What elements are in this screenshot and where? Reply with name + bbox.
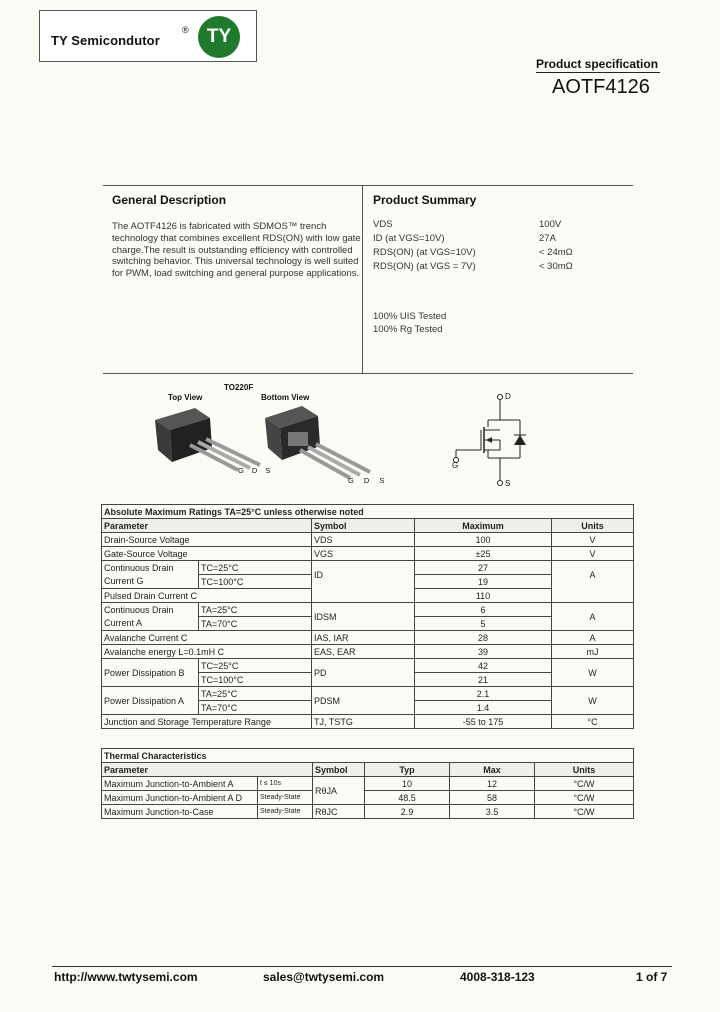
summary-value: 27A <box>539 233 556 244</box>
symbol-cell: RθJC <box>313 805 365 819</box>
condition-cell: TA=70°C <box>199 701 312 715</box>
table-row <box>102 561 634 575</box>
thermal-table <box>101 748 634 819</box>
summary-param: RDS(ON) (at VGS = 7V) <box>373 261 476 272</box>
table-row <box>102 715 634 729</box>
table-header-row <box>102 519 634 533</box>
param-cell: Power Dissipation A <box>102 687 199 715</box>
value-cell: -55 to 175 <box>415 715 552 729</box>
col-header: Symbol <box>312 519 415 533</box>
value-cell: 1.4 <box>415 701 552 715</box>
condition-cell: TA=25°C <box>199 687 312 701</box>
column-divider <box>362 186 363 373</box>
param-cell: Avalanche energy L=0.1mH C <box>102 645 312 659</box>
unit-cell: V <box>552 533 634 547</box>
symbol-cell <box>312 561 415 603</box>
value-cell: 27 <box>415 561 552 575</box>
param-cell: Current A <box>102 617 199 631</box>
max-cell: 58 <box>450 791 535 805</box>
page-number: 1 of 7 <box>636 970 668 984</box>
company-name: TY Semicondutor <box>51 33 160 48</box>
symbol-cell: PD <box>312 659 415 687</box>
uis-tested: 100% UIS Tested <box>373 311 447 322</box>
col-header: Units <box>552 519 634 533</box>
table-row <box>102 777 634 791</box>
value-cell: 6 <box>415 603 552 617</box>
symbol-cell: VDS <box>312 533 415 547</box>
typ-cell: 2.9 <box>365 805 450 819</box>
unit-text: A <box>589 570 596 580</box>
value-cell: 110 <box>415 589 552 603</box>
param-cell: Maximum Junction-to-Ambient A <box>102 777 258 791</box>
top-view-label: Top View <box>168 393 203 402</box>
param-cell: Avalanche Current C <box>102 631 312 645</box>
symbol-cell: IDSM <box>312 603 415 631</box>
mosfet-symbol <box>448 390 528 490</box>
condition-cell: TA=70°C <box>199 617 312 631</box>
param-cell: Power Dissipation B <box>102 659 199 687</box>
summary-param: ID (at VGS=10V) <box>373 233 445 244</box>
max-cell: 3.5 <box>450 805 535 819</box>
condition-cell: TA=25°C <box>199 603 312 617</box>
table-title-row <box>102 749 634 763</box>
col-header: Units <box>535 763 634 777</box>
source-label: S <box>505 479 511 488</box>
param-cell: Gate-Source Voltage <box>102 547 312 561</box>
table-row <box>102 631 634 645</box>
param-cell: Continuous Drain <box>102 603 199 617</box>
value-cell: 42 <box>415 659 552 673</box>
package-name: TO220F <box>224 383 254 392</box>
phone-number: 4008-318-123 <box>460 970 535 984</box>
table-row <box>102 645 634 659</box>
company-logo: TY <box>198 16 240 58</box>
part-number: AOTF4126 <box>552 76 650 98</box>
unit-cell: A <box>552 631 634 645</box>
col-header: Typ <box>365 763 450 777</box>
footer-divider <box>52 966 672 967</box>
value-cell: 19 <box>415 575 552 589</box>
typ-cell: 48.5 <box>365 791 450 805</box>
table-title-row <box>102 505 634 519</box>
top-view-package <box>155 408 260 470</box>
bottom-view-package <box>265 406 370 478</box>
col-header: Maximum <box>415 519 552 533</box>
condition-cell: Steady-State <box>258 791 313 805</box>
unit-cell: °C/W <box>535 791 634 805</box>
general-description-text: The AOTF4126 is fabricated with SDMOS™ trench technology that combines excellent RDS(ON) with low gate charge.The result is outstanding efficiency with controlled switching behavior. This universal technology is well suited for PWM, load switching and general purpose applications. <box>112 221 361 280</box>
bottom-pins-label: G D S <box>348 476 385 485</box>
value-cell: ±25 <box>415 547 552 561</box>
header-divider <box>536 72 660 73</box>
summary-value: < 24mΩ <box>539 247 573 258</box>
symbol-text: ID <box>314 570 323 580</box>
website-link[interactable]: http://www.twtysemi.com <box>54 970 198 984</box>
col-header: Symbol <box>313 763 365 777</box>
condition-cell: TC=25°C <box>199 561 312 575</box>
value-cell: 21 <box>415 673 552 687</box>
table-row <box>102 659 634 673</box>
condition-cell: Steady-State <box>258 805 313 819</box>
col-header: Parameter <box>102 763 313 777</box>
summary-value: 100V <box>539 219 562 230</box>
product-summary-title: Product Summary <box>373 193 477 207</box>
condition-cell: t ≤ 10s <box>258 777 313 791</box>
email-link[interactable]: sales@twtysemi.com <box>263 970 385 984</box>
col-header: Parameter <box>102 519 312 533</box>
param-cell: Junction and Storage Temperature Range <box>102 715 312 729</box>
thermal-title: Thermal Characteristics <box>102 749 634 763</box>
typ-cell: 10 <box>365 777 450 791</box>
unit-cell: °C/W <box>535 777 634 791</box>
condition-cell: TC=100°C <box>199 673 312 687</box>
unit-cell: W <box>552 659 634 687</box>
symbol-cell: RθJA <box>313 777 365 805</box>
product-spec-label: Product specification <box>536 57 659 71</box>
value-cell: 28 <box>415 631 552 645</box>
abs-max-table <box>101 504 634 729</box>
unit-cell: A <box>552 603 634 631</box>
table-row <box>102 533 634 547</box>
max-cell: 12 <box>450 777 535 791</box>
drain-label: D <box>505 392 511 401</box>
summary-param: RDS(ON) (at VGS=10V) <box>373 247 476 258</box>
unit-cell: V <box>552 547 634 561</box>
top-pins-label: G D S <box>238 466 271 475</box>
table-row <box>102 791 634 805</box>
col-header: Max <box>450 763 535 777</box>
value-cell: 39 <box>415 645 552 659</box>
symbol-cell: TJ, TSTG <box>312 715 415 729</box>
general-description-title: General Description <box>112 193 227 207</box>
unit-cell: °C/W <box>535 805 634 819</box>
unit-cell: °C <box>552 715 634 729</box>
rg-tested: 100% Rg Tested <box>373 324 443 335</box>
param-cell: Pulsed Drain Current C <box>102 589 312 603</box>
param-cell: Continuous Drain <box>102 561 199 575</box>
symbol-cell: IAS, IAR <box>312 631 415 645</box>
table-row <box>102 805 634 819</box>
value-cell: 100 <box>415 533 552 547</box>
top-divider <box>103 185 633 186</box>
condition-cell: TC=100°C <box>199 575 312 589</box>
unit-cell: W <box>552 687 634 715</box>
param-cell: Current G <box>102 575 199 589</box>
summary-param: VDS <box>373 219 393 230</box>
param-cell: Maximum Junction-to-Ambient A D <box>102 791 258 805</box>
param-cell: Drain-Source Voltage <box>102 533 312 547</box>
mid-divider <box>103 373 633 374</box>
unit-cell <box>552 561 634 603</box>
table-header-row <box>102 763 634 777</box>
table-row <box>102 603 634 617</box>
gate-label: G <box>452 461 459 470</box>
bottom-view-label: Bottom View <box>261 393 310 402</box>
param-cell: Maximum Junction-to-Case <box>102 805 258 819</box>
symbol-cell: EAS, EAR <box>312 645 415 659</box>
symbol-cell: PDSM <box>312 687 415 715</box>
registered-mark: ® <box>182 25 189 35</box>
value-cell: 2.1 <box>415 687 552 701</box>
summary-value: < 30mΩ <box>539 261 573 272</box>
value-cell: 5 <box>415 617 552 631</box>
condition-cell: TC=25°C <box>199 659 312 673</box>
table-row <box>102 547 634 561</box>
table-row <box>102 687 634 701</box>
unit-cell: mJ <box>552 645 634 659</box>
symbol-cell: VGS <box>312 547 415 561</box>
abs-max-title: Absolute Maximum Ratings TA=25°C unless otherwise noted <box>102 505 634 519</box>
